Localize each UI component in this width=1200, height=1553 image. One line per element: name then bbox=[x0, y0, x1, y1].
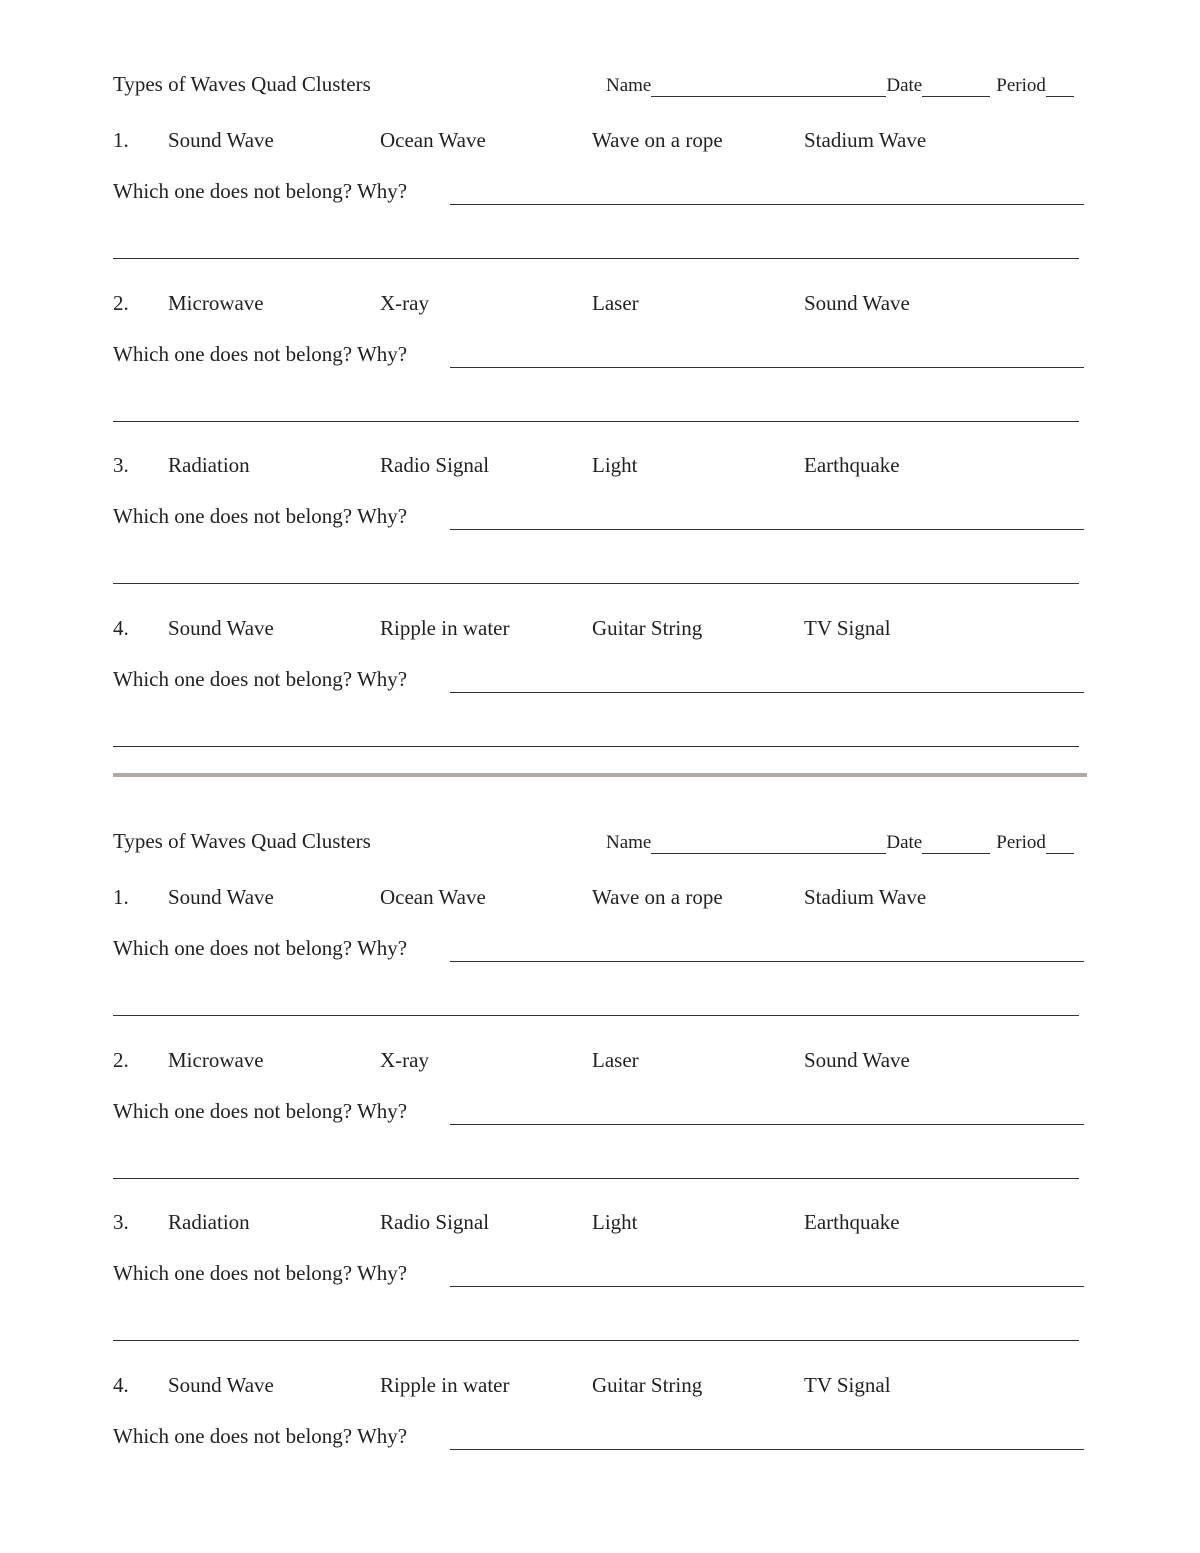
answer-line[interactable] bbox=[450, 529, 1084, 530]
cluster-item: Laser bbox=[592, 290, 639, 315]
cluster-item: Sound Wave bbox=[168, 615, 274, 640]
cluster-item: X-ray bbox=[380, 1047, 429, 1072]
cluster-item: TV Signal bbox=[804, 1372, 891, 1397]
question-prompt: Which one does not belong? Why? bbox=[113, 341, 408, 366]
question-number: 3. bbox=[113, 1210, 129, 1234]
answer-line[interactable] bbox=[450, 1286, 1084, 1287]
question-prompt: Which one does not belong? Why? bbox=[113, 936, 408, 960]
date-label: Date bbox=[886, 832, 923, 853]
cluster-item: Radio Signal bbox=[380, 1210, 490, 1234]
cluster-item: Wave on a rope bbox=[592, 885, 723, 909]
cluster-item: Stadium Wave bbox=[804, 128, 927, 152]
period-label: Period bbox=[996, 832, 1046, 853]
cluster-item: Microwave bbox=[168, 290, 264, 315]
answer-line[interactable] bbox=[113, 583, 1079, 584]
cluster-item: Ripple in water bbox=[380, 615, 510, 640]
student-info-header bbox=[606, 832, 1074, 854]
name-label: Name bbox=[606, 75, 652, 96]
date-field[interactable] bbox=[922, 76, 990, 97]
question-prompt: Which one does not belong? Why? bbox=[113, 1423, 408, 1448]
cluster-item: Sound Wave bbox=[804, 1047, 910, 1072]
answer-line[interactable] bbox=[450, 1449, 1084, 1450]
cluster-item: Sound Wave bbox=[168, 1372, 274, 1397]
cluster-item: Guitar String bbox=[592, 1372, 703, 1397]
cluster-item: Light bbox=[592, 1210, 638, 1234]
cluster-item: Wave on a rope bbox=[592, 128, 723, 152]
cluster-item: Microwave bbox=[168, 1047, 264, 1072]
cluster-item: Radiation bbox=[168, 453, 250, 477]
cluster-item: Radio Signal bbox=[380, 453, 490, 477]
section-divider bbox=[113, 773, 1087, 777]
question-prompt: Which one does not belong? Why? bbox=[113, 666, 408, 691]
period-field[interactable] bbox=[1046, 833, 1074, 854]
question-number: 1. bbox=[113, 128, 129, 152]
period-field[interactable] bbox=[1046, 76, 1074, 97]
cluster-item: Earthquake bbox=[804, 1210, 900, 1234]
question-number: 4. bbox=[113, 615, 129, 640]
name-field[interactable] bbox=[651, 76, 886, 97]
answer-line[interactable] bbox=[113, 1178, 1079, 1179]
question-number: 4. bbox=[113, 1372, 129, 1397]
cluster-item: X-ray bbox=[380, 290, 429, 315]
question-number: 2. bbox=[113, 1047, 129, 1072]
answer-line[interactable] bbox=[450, 961, 1084, 962]
cluster-item: TV Signal bbox=[804, 615, 891, 640]
question-prompt: Which one does not belong? Why? bbox=[113, 504, 408, 528]
period-label: Period bbox=[996, 75, 1046, 96]
question-prompt: Which one does not belong? Why? bbox=[113, 1098, 408, 1123]
cluster-item: Sound Wave bbox=[168, 885, 274, 909]
date-label: Date bbox=[886, 75, 923, 96]
worksheet-title: Types of Waves Quad Clusters bbox=[113, 829, 371, 853]
question-prompt: Which one does not belong? Why? bbox=[113, 179, 408, 203]
worksheet-title: Types of Waves Quad Clusters bbox=[113, 72, 371, 96]
answer-line[interactable] bbox=[450, 204, 1084, 205]
cluster-item: Guitar String bbox=[592, 615, 703, 640]
question-number: 1. bbox=[113, 885, 129, 909]
cluster-item: Radiation bbox=[168, 1210, 250, 1234]
date-field[interactable] bbox=[922, 833, 990, 854]
cluster-item: Earthquake bbox=[804, 453, 900, 477]
answer-line[interactable] bbox=[113, 421, 1079, 422]
cluster-item: Light bbox=[592, 453, 638, 477]
question-prompt: Which one does not belong? Why? bbox=[113, 1261, 408, 1285]
answer-line[interactable] bbox=[450, 367, 1084, 368]
name-field[interactable] bbox=[651, 833, 886, 854]
cluster-item: Sound Wave bbox=[804, 290, 910, 315]
answer-line[interactable] bbox=[113, 258, 1079, 259]
cluster-item: Laser bbox=[592, 1047, 639, 1072]
name-label: Name bbox=[606, 832, 652, 853]
student-info-header bbox=[606, 75, 1074, 97]
answer-line[interactable] bbox=[450, 1124, 1084, 1125]
question-number: 3. bbox=[113, 453, 129, 477]
answer-line[interactable] bbox=[113, 1340, 1079, 1341]
cluster-item: Stadium Wave bbox=[804, 885, 927, 909]
question-number: 2. bbox=[113, 290, 129, 315]
answer-line[interactable] bbox=[113, 746, 1079, 747]
answer-line[interactable] bbox=[450, 692, 1084, 693]
cluster-item: Ocean Wave bbox=[380, 885, 486, 909]
cluster-item: Ripple in water bbox=[380, 1372, 510, 1397]
cluster-item: Sound Wave bbox=[168, 128, 274, 152]
answer-line[interactable] bbox=[113, 1015, 1079, 1016]
cluster-item: Ocean Wave bbox=[380, 128, 486, 152]
